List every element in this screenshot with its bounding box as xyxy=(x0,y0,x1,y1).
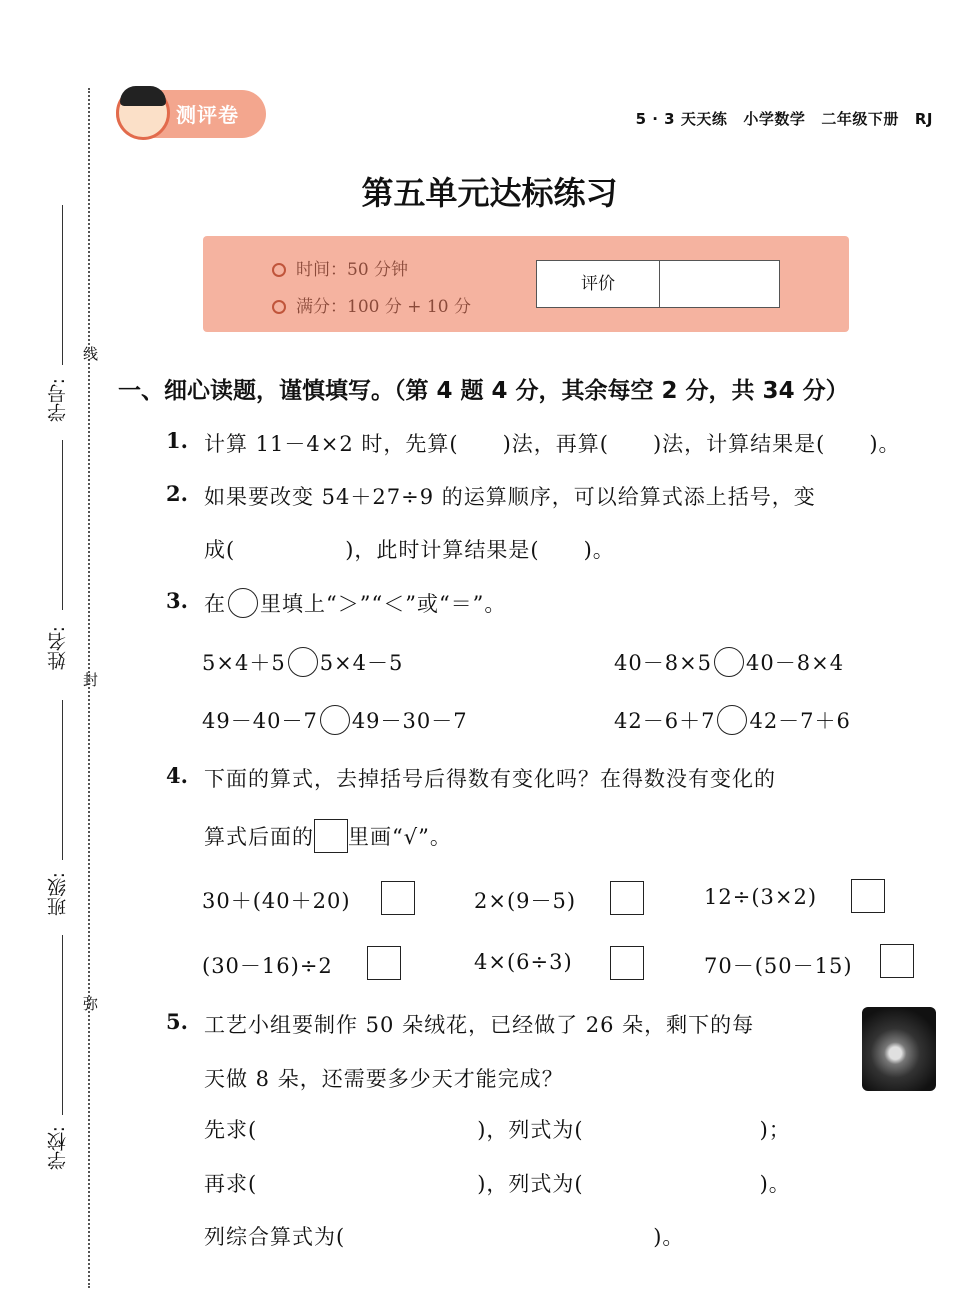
q3-item-1-circle[interactable] xyxy=(288,647,318,677)
evaluation-box xyxy=(536,260,780,308)
square-icon xyxy=(314,819,348,853)
time-text: 时间：50 分钟 xyxy=(296,260,409,280)
q3-item-4-circle[interactable] xyxy=(717,705,747,735)
check-circle-icon xyxy=(272,300,286,314)
q4-item-2-box[interactable] xyxy=(610,881,644,915)
name-blank xyxy=(62,440,63,610)
q3-item-2 xyxy=(614,647,844,677)
q3-item-2-left: 40－8×5 xyxy=(614,651,713,675)
seal-mark-line: 线 xyxy=(81,346,99,361)
q3-prompt xyxy=(204,588,506,618)
series-info xyxy=(620,108,933,129)
q4-item-6: 70－(50－15) xyxy=(704,954,853,978)
q3-item-4-left: 42－6＋7 xyxy=(614,709,716,733)
q4-item-4: (30－16)÷2 xyxy=(202,954,333,978)
velvet-flower-photo xyxy=(862,1007,936,1091)
q3-item-2-circle[interactable] xyxy=(714,647,744,677)
q3-prompt-a: 在 xyxy=(204,592,226,616)
series-brand: 5 · 3 天天练 xyxy=(635,110,728,128)
student-id-blank xyxy=(62,205,63,365)
q3-item-1 xyxy=(202,647,403,677)
section-heading: 一、细心读题，谨慎填写。（第 4 题 4 分，其余每空 2 分，共 34 分） xyxy=(118,378,849,404)
cartoon-hair xyxy=(120,86,166,106)
q4-item-2: 2×(9－5) xyxy=(474,889,577,913)
q5-line4: 再求( )，列式为( )。 xyxy=(204,1172,791,1196)
q2-number: 2. xyxy=(166,481,188,506)
q2-line1: 如果要改变 54＋27÷9 的运算顺序，可以给算式添上括号，变 xyxy=(204,485,816,509)
score-info xyxy=(272,292,471,317)
class-blank xyxy=(62,700,63,860)
q2-line2: 成( )，此时计算结果是( )。 xyxy=(204,538,615,562)
badge-label: 测评卷 xyxy=(176,103,239,127)
q1-number: 1. xyxy=(166,428,188,453)
q3-item-1-left: 5×4＋5 xyxy=(202,651,286,675)
q5-line2: 天做 8 朵，还需要多少天才能完成？ xyxy=(204,1067,564,1091)
q3-item-4-right: 42－7＋6 xyxy=(749,709,851,733)
q3-item-3 xyxy=(202,705,468,735)
series-edition: RJ xyxy=(914,110,933,128)
q3-item-4 xyxy=(614,705,851,735)
q4-item-3-box[interactable] xyxy=(851,879,885,913)
series-subject: 小学数学 xyxy=(743,110,806,128)
student-id-label: 学号: xyxy=(47,378,69,423)
q4-line2-a: 算式后面的 xyxy=(204,825,314,849)
q3-item-1-right: 5×4－5 xyxy=(319,651,404,675)
binding-dotted-line xyxy=(88,88,90,1288)
q4-item-1: 30＋(40＋20) xyxy=(202,889,351,913)
school-label: 学校: xyxy=(47,1126,69,1171)
evaluation-label: 评价 xyxy=(537,261,660,307)
q3-item-3-left: 49－40－7 xyxy=(202,709,318,733)
q5-line5: 列综合算式为( )。 xyxy=(204,1225,685,1249)
q4-item-1-box[interactable] xyxy=(381,881,415,915)
evaluation-blank[interactable] xyxy=(659,261,779,307)
q3-number: 3. xyxy=(166,588,188,613)
clock-icon xyxy=(272,263,286,277)
q4-item-4-box[interactable] xyxy=(367,946,401,980)
q3-prompt-b: 里填上“＞”“＜”或“＝”。 xyxy=(260,592,507,616)
score-text: 满分：100 分 + 10 分 xyxy=(296,297,471,317)
circle-icon xyxy=(228,588,258,618)
name-label: 姓名: xyxy=(47,626,69,671)
seal-mark-seal: 封 xyxy=(81,672,99,687)
q4-item-3: 12÷(3×2) xyxy=(704,885,818,909)
q4-item-6-box[interactable] xyxy=(880,944,914,978)
q4-line1: 下面的算式，去掉括号后得数有变化吗？在得数没有变化的 xyxy=(204,767,776,791)
q4-item-5-box[interactable] xyxy=(610,946,644,980)
q5-number: 5. xyxy=(166,1009,188,1034)
seal-mark-close: 弥 xyxy=(81,996,99,1011)
school-blank xyxy=(62,935,63,1115)
q4-line2-b: 里画“√”。 xyxy=(348,825,452,849)
time-info xyxy=(272,255,408,280)
q1-text: 计算 11－4×2 时，先算( )法，再算( )法，计算结果是( )。 xyxy=(204,432,901,456)
q5-line3: 先求( )，列式为( )； xyxy=(204,1118,791,1142)
q3-item-3-circle[interactable] xyxy=(320,705,350,735)
q4-item-5: 4×(6÷3) xyxy=(474,950,573,974)
q3-item-2-right: 40－8×4 xyxy=(746,651,845,675)
class-label: 班级: xyxy=(47,872,69,917)
series-grade: 二年级下册 xyxy=(821,110,899,128)
q4-line2 xyxy=(204,819,452,853)
q3-item-3-right: 49－30－7 xyxy=(351,709,468,733)
q5-line1: 工艺小组要制作 50 朵绒花，已经做了 26 朵，剩下的每 xyxy=(204,1013,755,1037)
q4-number: 4. xyxy=(166,763,188,788)
page-title: 第五单元达标练习 xyxy=(361,174,618,212)
